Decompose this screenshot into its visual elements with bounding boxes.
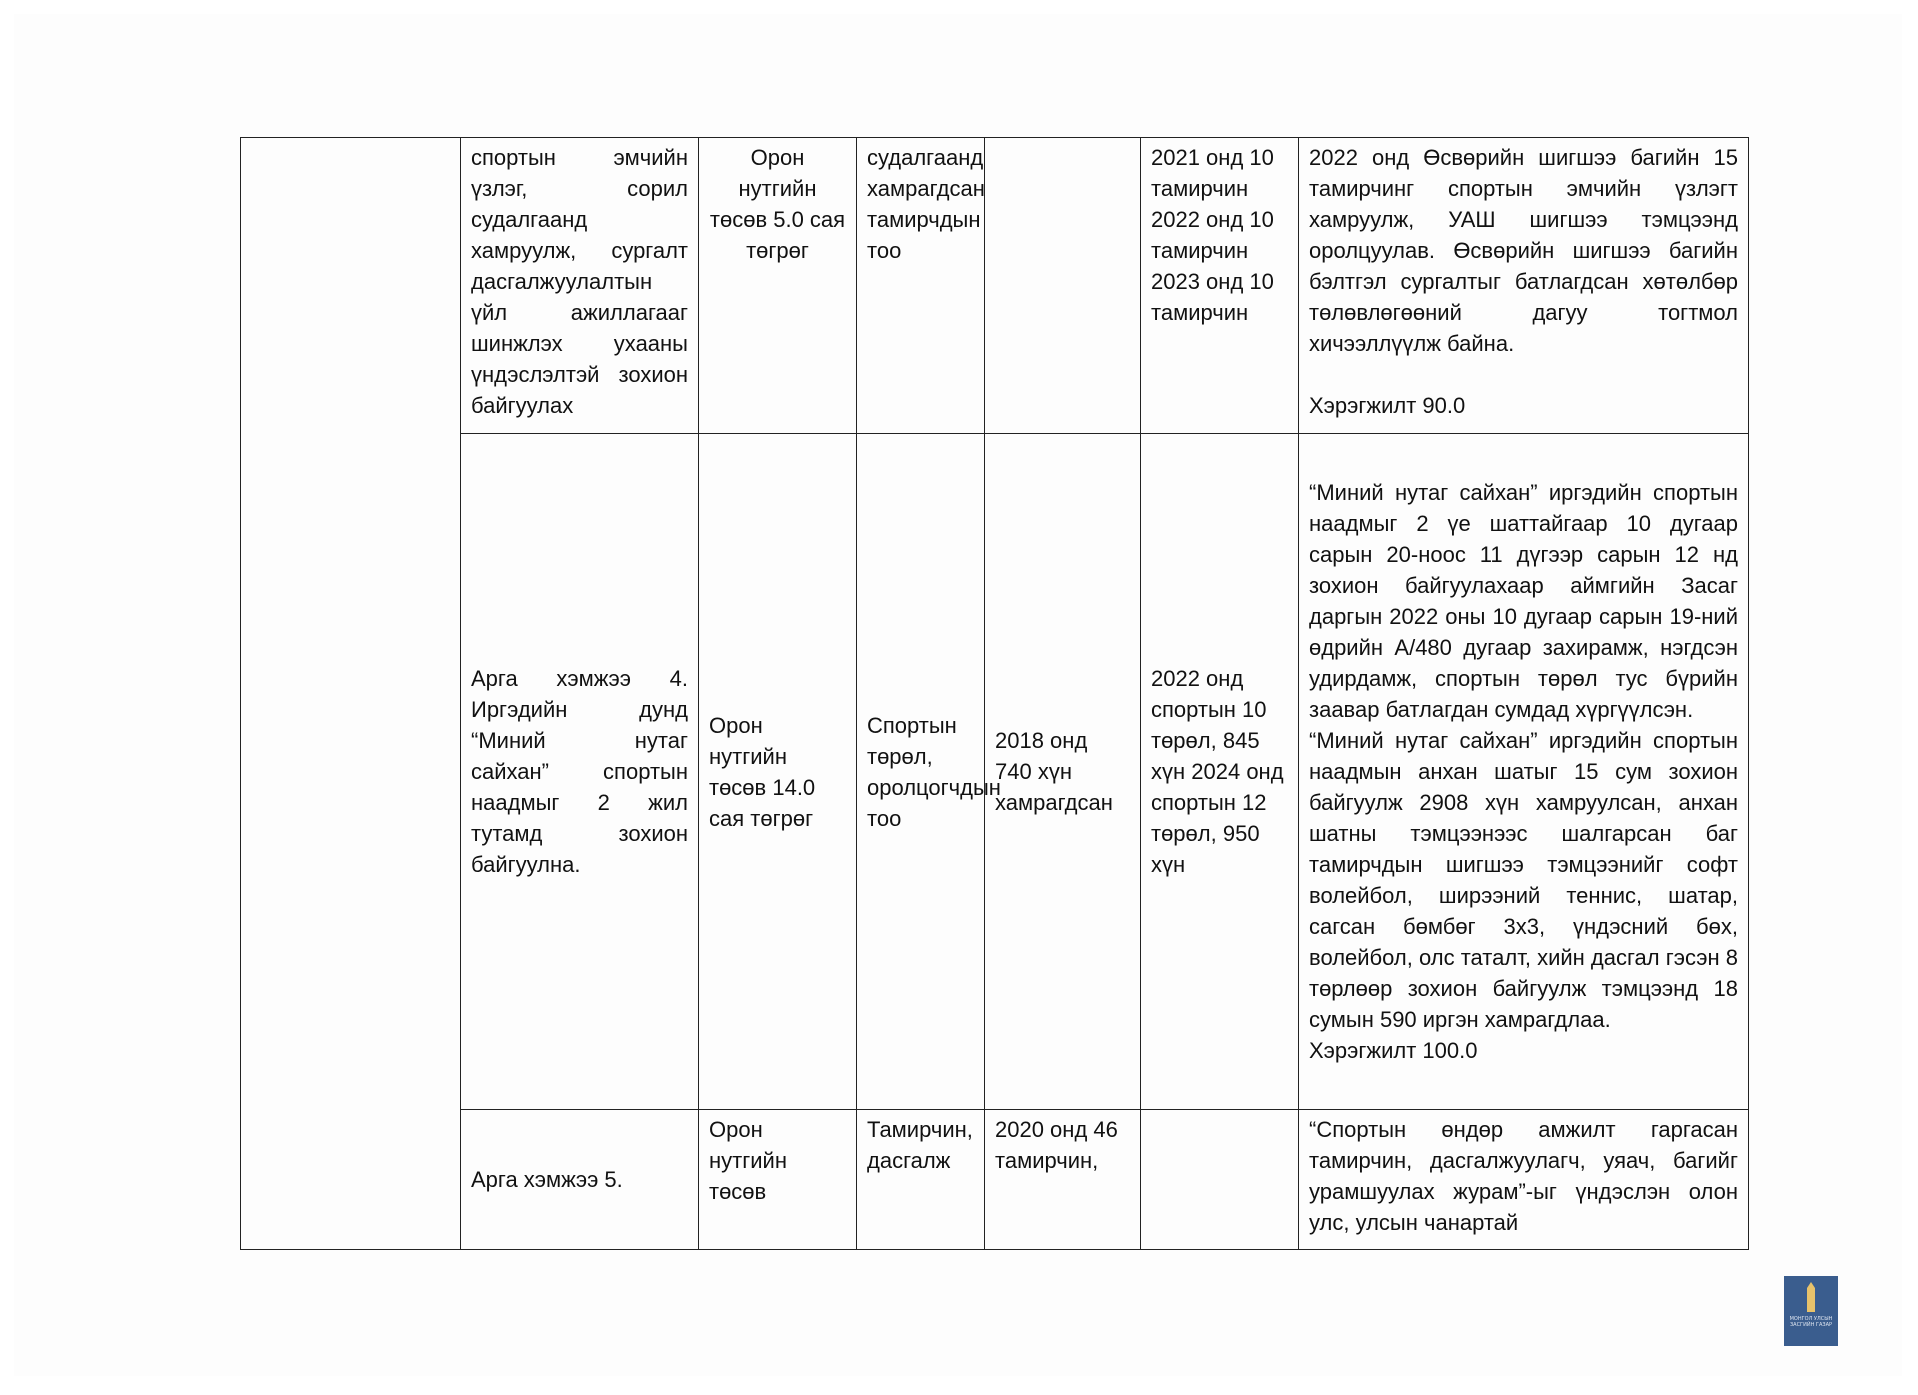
indicator-cell (857, 138, 985, 434)
activity-text: Арга хэмжээ 4. Иргэдийн дунд “Миний нутаг сайхан” спортын наадмыг 2 жил тутамд зохион байгуулна. (471, 666, 688, 877)
table-row (241, 1110, 1749, 1250)
government-emblem (1784, 1276, 1838, 1346)
indicator-text: Спортын төрөл, оролцогчдын тоо (867, 712, 1001, 831)
indicator-cell (857, 1110, 985, 1250)
report-cell (1299, 138, 1749, 434)
activity-text: Арга хэмжээ 5. (471, 1167, 623, 1192)
budget-cell (699, 1110, 857, 1250)
table-row (241, 434, 1749, 1110)
budget-cell (699, 434, 857, 1110)
activity-cell (461, 434, 699, 1110)
emblem-caption: МОНГОЛ УЛСЫН ЗАСГИЙН ГАЗАР (1789, 1316, 1833, 1328)
baseline-cell (985, 1110, 1141, 1250)
target-cell (1141, 434, 1299, 1110)
target-text: 2021 онд 10 тамирчин 2022 онд 10 тамирчин 2023 онд 10 тамирчин (1151, 145, 1274, 325)
table-row (241, 138, 1749, 434)
report-paragraph: “Спортын өндөр амжилт гаргасан тамирчин, дасгалжуулагч, уяач, багийг урамшуулах журам”-ыг үндэслэн олон улс, улсын чанартай (1309, 1117, 1738, 1235)
completion-text: Хэрэгжилт 90.0 (1309, 393, 1466, 418)
report-paragraph: 2022 онд Өсвөрийн шигшээ багийн 15 тамирчинг спортын эмчийн үзлэгт хамруулж, УАШ шигшээ тэмцээнд оролцуулав. Өсвөрийн шигшээ багийн бэлтгэл сургалтыг батлагдсан хөтөлбөр төлөвлөгөөний дагуу тогтмол хичээллүүлж байна. (1309, 145, 1738, 356)
target-text: 2022 онд спортын 10 төрөл, 845 хүн 2024 онд спортын 12 төрөл, 950 хүн (1151, 666, 1284, 877)
report-table (240, 137, 1749, 1250)
document-page (14, 14, 1902, 1376)
indicator-text: Тамирчин, дасгалж (867, 1117, 973, 1173)
activity-cell (461, 138, 699, 434)
report-paragraph: “Миний нутаг сайхан” иргэдийн спортын наадмыг 2 үе шаттайгаар 10 дугаар сарын 20-ноос 11 дүгээр сарын 12 нд зохион байгуулахаар аймгийн Засаг даргын 2022 оны 10 дугаар сарын 19-ний өдрийн А/480 дугаар захирамж, нэгдсэн удирдамж, спортын төрөл тус бүрийн заавар батлагдан сумдад хүргүүлсэн. (1309, 480, 1738, 722)
report-cell (1299, 1110, 1749, 1250)
baseline-cell (985, 434, 1141, 1110)
budget-text: Орон нутгийн төсөв (709, 1117, 787, 1204)
indicator-text: судалгаанд хамрагдсан тамирчдын тоо (867, 145, 985, 263)
target-cell (1141, 138, 1299, 434)
baseline-text: 2020 онд 46 тамирчин, (995, 1117, 1118, 1173)
activity-cell (461, 1110, 699, 1250)
soyombo-icon (1801, 1282, 1821, 1312)
report-table-wrapper (240, 137, 1748, 1236)
budget-text: Орон нутгийн төсөв 14.0 сая төгрөг (709, 712, 816, 831)
completion-text: Хэрэгжилт 100.0 (1309, 1038, 1478, 1063)
target-cell (1141, 1110, 1299, 1250)
budget-cell (699, 138, 857, 434)
report-paragraph: “Миний нутаг сайхан” иргэдийн спортын наадмын анхан шатыг 15 сум зохион байгуулж 2908 хүн хамруулсан, анхан шатны тэмцээнээс шалгарсан баг тамирчдын шигшээ тэмцээнийг софт волейбол, ширээний теннис, шатар, сагсан бөмбөг 3х3, үндэсний бөх, волейбол, олс таталт, хийн дасгал гэсэн 8 төрлөөр зохион байгуулж тэмцээнд 18 сумын 590 иргэн хамрагдлаа. (1309, 728, 1738, 1032)
baseline-cell (985, 138, 1141, 434)
goal-cell (241, 138, 461, 1250)
report-cell (1299, 434, 1749, 1110)
activity-text: спортын эмчийн үзлэг, сорил судалгаанд хамруулж, сургалт дасгалжуулалтын үйл ажиллагааг шинжлэх ухааны үндэслэлтэй зохион байгуулах (471, 145, 688, 418)
budget-text: Орон нутгийн төсөв 5.0 сая төгрөг (709, 145, 846, 263)
baseline-text: 2018 онд 740 хүн хамрагдсан (995, 728, 1113, 815)
indicator-cell (857, 434, 1001, 1110)
